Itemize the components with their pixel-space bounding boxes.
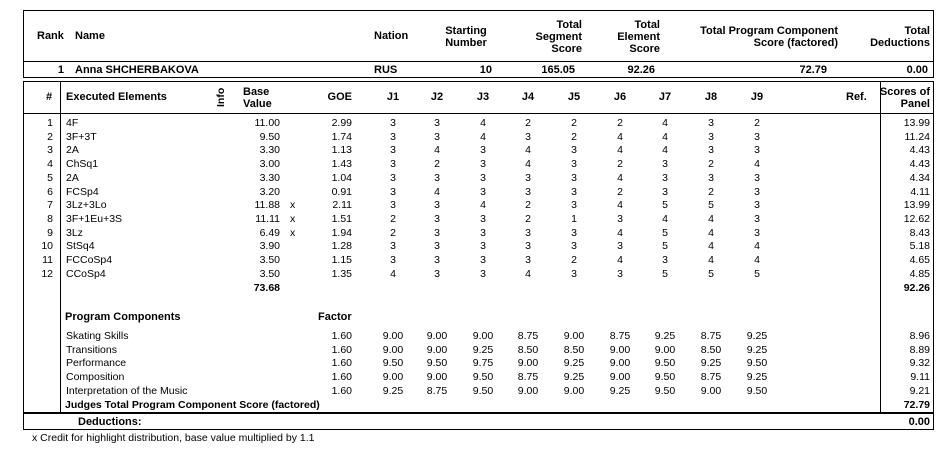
element-name: 3F+3T xyxy=(66,130,97,143)
component-panel-score: 9.11 xyxy=(910,371,930,384)
element-judge-score: 4 xyxy=(662,117,668,129)
judge-header-1: J1 xyxy=(386,91,400,103)
component-judge-score: 9.25 xyxy=(609,384,631,397)
element-judge-score: 3 xyxy=(525,130,531,143)
element-number: 1 xyxy=(47,117,53,129)
element-panel-score: 4.34 xyxy=(909,171,930,184)
component-judge-score: 9.00 xyxy=(609,357,631,370)
component-judge-score: 9.00 xyxy=(609,343,631,356)
element-judge-score: 3 xyxy=(754,185,760,198)
element-judge-score: 3 xyxy=(390,199,396,212)
element-judge-score: 4 xyxy=(617,144,623,157)
element-judge-score: 3 xyxy=(571,240,577,253)
element-judge-score: 3 xyxy=(708,171,714,184)
element-base-value: 6.49 xyxy=(259,226,280,239)
element-judge-score: 3 xyxy=(480,267,486,280)
component-judge-score: 9.00 xyxy=(426,371,448,384)
element-name: 4F xyxy=(66,117,79,129)
element-panel-score: 5.18 xyxy=(909,240,930,253)
element-judge-score: 4 xyxy=(708,240,714,253)
factor-header: Factor xyxy=(318,311,352,323)
component-judge-score: 9.25 xyxy=(746,371,768,384)
element-panel-score: 4.65 xyxy=(909,254,930,266)
ref-header: Ref. xyxy=(846,91,867,103)
component-judge-score: 9.50 xyxy=(472,371,494,384)
element-judge-score: 4 xyxy=(662,212,668,225)
judge-header-7: J7 xyxy=(658,91,672,103)
element-judge-score: 2 xyxy=(708,158,714,171)
element-base-value: 3.00 xyxy=(259,158,280,171)
element-base-value: 3.90 xyxy=(259,240,280,253)
component-judge-score: 9.75 xyxy=(472,357,494,370)
element-panel-score: 13.99 xyxy=(903,117,930,129)
element-judge-score: 3 xyxy=(525,226,531,239)
goe-header: GOE xyxy=(327,91,352,103)
element-goe: 1.94 xyxy=(331,226,352,239)
elements-score-total: 92.26 xyxy=(903,282,930,294)
component-judge-score: 9.25 xyxy=(563,371,585,384)
num-header: # xyxy=(46,91,53,103)
judge-header-2: J2 xyxy=(430,91,444,103)
element-judge-score: 3 xyxy=(525,185,531,198)
element-base-value: 11.88 xyxy=(254,199,280,212)
element-name: StSq4 xyxy=(66,240,95,253)
element-judge-score: 3 xyxy=(434,130,440,143)
element-judge-score: 3 xyxy=(754,130,760,143)
component-judge-score: 9.25 xyxy=(382,384,404,397)
component-judge-score: 9.00 xyxy=(654,343,676,356)
element-judge-score: 5 xyxy=(708,267,714,280)
component-judge-score: 9.00 xyxy=(609,371,631,384)
element-goe: 1.04 xyxy=(331,171,352,184)
element-judge-score: 3 xyxy=(390,171,396,184)
element-judge-score: 3 xyxy=(434,240,440,253)
element-judge-score: 3 xyxy=(480,240,486,253)
component-judge-score: 8.75 xyxy=(517,330,539,342)
element-panel-score: 13.99 xyxy=(903,199,930,212)
component-judge-score: 9.25 xyxy=(700,357,722,370)
element-judge-score: 4 xyxy=(754,240,760,253)
element-judge-score: 3 xyxy=(434,199,440,212)
total-pcs-header: Total Program Component Score (factored) xyxy=(700,25,838,49)
element-judge-score: 3 xyxy=(390,144,396,157)
element-judge-score: 4 xyxy=(525,267,531,280)
element-judge-score: 3 xyxy=(754,199,760,212)
element-number: 10 xyxy=(41,240,53,253)
element-number: 7 xyxy=(47,199,53,212)
element-judge-score: 5 xyxy=(662,267,668,280)
element-judge-score: 5 xyxy=(662,240,668,253)
element-goe: 0.91 xyxy=(331,185,352,198)
element-panel-score: 4.43 xyxy=(909,144,930,157)
component-factor: 1.60 xyxy=(331,330,352,342)
element-judge-score: 3 xyxy=(480,158,486,171)
skater-deductions: 0.00 xyxy=(906,64,928,76)
element-name: FCSp4 xyxy=(66,185,99,198)
element-panel-score: 4.85 xyxy=(909,267,930,280)
element-goe: 2.99 xyxy=(331,117,352,129)
scores-of-panel-header: Scores of Panel xyxy=(879,86,930,110)
element-judge-score: 2 xyxy=(617,185,623,198)
element-judge-score: 4 xyxy=(390,267,396,280)
component-judge-score: 9.25 xyxy=(746,330,768,342)
total-element-score-header: Total Element Score xyxy=(617,19,660,55)
element-number: 5 xyxy=(47,171,53,184)
element-highlight-flag: x xyxy=(290,226,296,239)
element-judge-score: 3 xyxy=(571,158,577,171)
component-judge-score: 9.50 xyxy=(426,357,448,370)
element-judge-score: 5 xyxy=(708,199,714,212)
element-judge-score: 3 xyxy=(390,158,396,171)
element-judge-score: 4 xyxy=(480,199,486,212)
total-segment-score-header: Total Segment Score xyxy=(535,19,582,55)
element-number: 11 xyxy=(42,254,53,266)
element-number: 9 xyxy=(47,226,53,239)
element-judge-score: 5 xyxy=(662,199,668,212)
element-judge-score: 3 xyxy=(754,212,760,225)
elements-header-divider xyxy=(23,113,934,114)
element-base-value: 3.30 xyxy=(259,171,280,184)
element-base-value: 3.50 xyxy=(259,267,280,280)
elements-base-value-total: 73.68 xyxy=(253,282,280,294)
element-judge-score: 2 xyxy=(390,212,396,225)
element-panel-score: 4.43 xyxy=(909,158,930,171)
element-judge-score: 3 xyxy=(480,144,486,157)
component-factor: 1.60 xyxy=(331,384,352,397)
element-judge-score: 4 xyxy=(617,171,623,184)
element-judge-score: 3 xyxy=(434,171,440,184)
element-judge-score: 3 xyxy=(662,158,668,171)
element-name: 3Lz+3Lo xyxy=(66,199,107,212)
element-number: 8 xyxy=(47,212,53,225)
element-judge-score: 4 xyxy=(434,144,440,157)
element-judge-score: 4 xyxy=(480,130,486,143)
element-base-value: 3.30 xyxy=(259,144,280,157)
element-judge-score: 2 xyxy=(754,117,760,129)
skater-rank: 1 xyxy=(57,64,64,76)
element-judge-score: 4 xyxy=(708,212,714,225)
component-judge-score: 9.00 xyxy=(382,343,404,356)
component-judge-score: 9.50 xyxy=(654,371,676,384)
judge-header-9: J9 xyxy=(750,91,764,103)
element-name: 2A xyxy=(66,171,79,184)
element-base-value: 11.00 xyxy=(254,117,280,129)
element-judge-score: 3 xyxy=(754,171,760,184)
element-number: 3 xyxy=(47,144,53,157)
element-judge-score: 4 xyxy=(525,158,531,171)
deductions-box xyxy=(23,413,934,430)
name-header: Name xyxy=(75,30,105,42)
element-judge-score: 3 xyxy=(390,185,396,198)
component-factor: 1.60 xyxy=(331,357,352,370)
element-goe: 1.15 xyxy=(331,254,352,266)
component-name: Composition xyxy=(66,371,125,384)
element-number: 12 xyxy=(41,267,53,280)
element-judge-score: 4 xyxy=(617,254,623,266)
element-judge-score: 3 xyxy=(571,171,577,184)
element-panel-score: 12.62 xyxy=(903,212,930,225)
element-judge-score: 5 xyxy=(662,226,668,239)
component-judge-score: 9.50 xyxy=(382,357,404,370)
element-judge-score: 2 xyxy=(571,254,577,266)
judges-total-pcs-label: Judges Total Program Component Score (factored) xyxy=(65,399,320,411)
element-goe: 1.28 xyxy=(331,240,352,253)
element-judge-score: 3 xyxy=(480,171,486,184)
element-judge-score: 4 xyxy=(662,130,668,143)
element-judge-score: 2 xyxy=(571,117,577,129)
element-name: 2A xyxy=(66,144,79,157)
component-judge-score: 9.00 xyxy=(472,330,494,342)
component-judge-score: 9.00 xyxy=(426,343,448,356)
element-judge-score: 3 xyxy=(662,254,668,266)
element-panel-score: 11.24 xyxy=(904,130,930,143)
component-judge-score: 9.25 xyxy=(654,330,676,342)
element-judge-score: 4 xyxy=(662,144,668,157)
element-judge-score: 3 xyxy=(480,185,486,198)
element-judge-score: 4 xyxy=(617,226,623,239)
element-goe: 1.43 xyxy=(331,158,352,171)
component-judge-score: 8.75 xyxy=(426,384,448,397)
footnote: x Credit for highlight distribution, base value multiplied by 1.1 xyxy=(32,432,315,444)
element-highlight-flag: x xyxy=(290,199,296,212)
component-judge-score: 9.25 xyxy=(746,343,768,356)
element-name: FCCoSp4 xyxy=(66,254,113,266)
element-judge-score: 1 xyxy=(571,212,577,225)
element-judge-score: 3 xyxy=(390,117,396,129)
element-judge-score: 3 xyxy=(662,171,668,184)
element-judge-score: 4 xyxy=(617,130,623,143)
skater-pcs: 72.79 xyxy=(799,64,827,76)
element-judge-score: 4 xyxy=(708,254,714,266)
rank-header: Rank xyxy=(37,30,64,42)
element-highlight-flag: x xyxy=(290,212,296,225)
element-judge-score: 3 xyxy=(571,144,577,157)
base-value-header: Base Value xyxy=(243,86,272,110)
total-deductions-header: Total Deductions xyxy=(870,25,930,49)
element-judge-score: 3 xyxy=(571,185,577,198)
summary-divider xyxy=(23,61,934,62)
element-goe: 1.51 xyxy=(331,212,352,225)
component-judge-score: 9.00 xyxy=(517,384,539,397)
element-judge-score: 3 xyxy=(525,240,531,253)
element-judge-score: 3 xyxy=(390,254,396,266)
element-judge-score: 3 xyxy=(617,267,623,280)
element-goe: 1.13 xyxy=(331,144,352,157)
element-judge-score: 3 xyxy=(434,117,440,129)
element-panel-score: 4.11 xyxy=(910,185,930,198)
element-judge-score: 2 xyxy=(390,226,396,239)
component-judge-score: 8.75 xyxy=(609,330,631,342)
element-judge-score: 2 xyxy=(571,130,577,143)
element-panel-score: 8.43 xyxy=(909,226,930,239)
component-judge-score: 9.00 xyxy=(563,384,585,397)
element-judge-score: 3 xyxy=(571,199,577,212)
element-judge-score: 4 xyxy=(525,144,531,157)
component-judge-score: 9.00 xyxy=(700,384,722,397)
element-base-value: 3.20 xyxy=(259,185,280,198)
element-judge-score: 3 xyxy=(708,144,714,157)
element-judge-score: 4 xyxy=(754,158,760,171)
element-number: 2 xyxy=(47,130,53,143)
component-judge-score: 9.00 xyxy=(563,330,585,342)
deductions-label: Deductions: xyxy=(78,416,142,428)
element-judge-score: 3 xyxy=(390,240,396,253)
element-goe: 1.74 xyxy=(331,130,352,143)
component-name: Skating Skills xyxy=(66,330,129,342)
component-judge-score: 8.50 xyxy=(700,343,722,356)
starting-number-header: Starting Number xyxy=(445,25,487,49)
component-factor: 1.60 xyxy=(331,343,352,356)
component-judge-score: 8.75 xyxy=(700,330,722,342)
component-judge-score: 9.00 xyxy=(382,371,404,384)
component-panel-score: 8.96 xyxy=(909,330,930,342)
element-judge-score: 3 xyxy=(480,254,486,266)
element-judge-score: 3 xyxy=(480,212,486,225)
element-judge-score: 3 xyxy=(708,117,714,129)
element-judge-score: 4 xyxy=(708,226,714,239)
element-base-value: 11.11 xyxy=(255,212,280,225)
program-components-title: Program Components xyxy=(65,311,181,323)
judge-header-8: J8 xyxy=(704,91,718,103)
element-judge-score: 3 xyxy=(480,226,486,239)
element-judge-score: 2 xyxy=(525,199,531,212)
component-judge-score: 8.50 xyxy=(563,343,585,356)
component-judge-score: 9.50 xyxy=(746,384,768,397)
element-judge-score: 3 xyxy=(708,130,714,143)
component-judge-score: 9.50 xyxy=(472,384,494,397)
component-judge-score: 9.25 xyxy=(472,343,494,356)
component-judge-score: 9.50 xyxy=(654,357,676,370)
element-judge-score: 3 xyxy=(754,226,760,239)
element-judge-score: 3 xyxy=(434,267,440,280)
judge-header-3: J3 xyxy=(476,91,490,103)
column-separator-number xyxy=(60,81,61,413)
element-judge-score: 3 xyxy=(662,185,668,198)
element-judge-score: 3 xyxy=(754,144,760,157)
component-judge-score: 9.50 xyxy=(654,384,676,397)
element-name: ChSq1 xyxy=(66,158,99,171)
executed-elements-header: Executed Elements xyxy=(66,91,167,103)
element-number: 4 xyxy=(47,158,53,171)
judge-header-4: J4 xyxy=(521,91,535,103)
judge-header-6: J6 xyxy=(613,91,627,103)
skater-name: Anna SHCHERBAKOVA xyxy=(75,64,199,76)
component-judge-score: 9.00 xyxy=(382,330,404,342)
skater-tes: 92.26 xyxy=(627,64,655,76)
element-goe: 1.35 xyxy=(331,267,352,280)
element-judge-score: 4 xyxy=(434,185,440,198)
element-judge-score: 2 xyxy=(434,158,440,171)
element-name: 3F+1Eu+3S xyxy=(66,212,123,225)
info-header: Info xyxy=(215,87,227,107)
component-judge-score: 9.00 xyxy=(426,330,448,342)
element-judge-score: 3 xyxy=(617,212,623,225)
element-judge-score: 3 xyxy=(525,171,531,184)
element-judge-score: 4 xyxy=(617,199,623,212)
component-judge-score: 8.50 xyxy=(517,343,539,356)
element-judge-score: 4 xyxy=(480,117,486,129)
element-judge-score: 3 xyxy=(434,226,440,239)
element-name: CCoSp4 xyxy=(66,267,106,280)
component-judge-score: 9.50 xyxy=(746,357,768,370)
component-panel-score: 9.32 xyxy=(909,357,930,370)
element-base-value: 9.50 xyxy=(259,130,280,143)
element-judge-score: 5 xyxy=(754,267,760,280)
judge-header-5: J5 xyxy=(567,91,581,103)
component-name: Interpretation of the Music xyxy=(66,384,188,397)
element-judge-score: 2 xyxy=(525,212,531,225)
element-judge-score: 3 xyxy=(571,226,577,239)
element-judge-score: 3 xyxy=(434,254,440,266)
component-judge-score: 9.00 xyxy=(517,357,539,370)
element-judge-score: 3 xyxy=(525,254,531,266)
component-name: Performance xyxy=(66,357,127,370)
element-judge-score: 2 xyxy=(617,158,623,171)
skater-nation: RUS xyxy=(374,64,398,76)
element-number: 6 xyxy=(47,185,53,198)
component-name: Transitions xyxy=(66,343,117,356)
element-judge-score: 4 xyxy=(754,254,760,266)
component-judge-score: 8.75 xyxy=(700,371,722,384)
element-judge-score: 2 xyxy=(525,117,531,129)
element-judge-score: 2 xyxy=(617,117,623,129)
element-goe: 2.11 xyxy=(332,199,352,212)
component-panel-score: 9.21 xyxy=(909,384,930,397)
element-judge-score: 2 xyxy=(708,185,714,198)
component-panel-score: 8.89 xyxy=(909,343,930,356)
element-judge-score: 3 xyxy=(434,212,440,225)
element-base-value: 3.50 xyxy=(259,254,280,266)
element-judge-score: 3 xyxy=(390,130,396,143)
element-judge-score: 3 xyxy=(617,240,623,253)
judges-total-pcs-score: 72.79 xyxy=(903,399,930,411)
skater-starting-number: 10 xyxy=(479,64,492,76)
skater-tss: 165.05 xyxy=(541,64,575,76)
component-factor: 1.60 xyxy=(331,371,352,384)
element-judge-score: 3 xyxy=(571,267,577,280)
deductions-value: 0.00 xyxy=(908,416,930,428)
nation-header: Nation xyxy=(374,30,409,42)
element-name: 3Lz xyxy=(66,226,83,239)
component-judge-score: 9.25 xyxy=(563,357,585,370)
component-judge-score: 8.75 xyxy=(517,371,539,384)
